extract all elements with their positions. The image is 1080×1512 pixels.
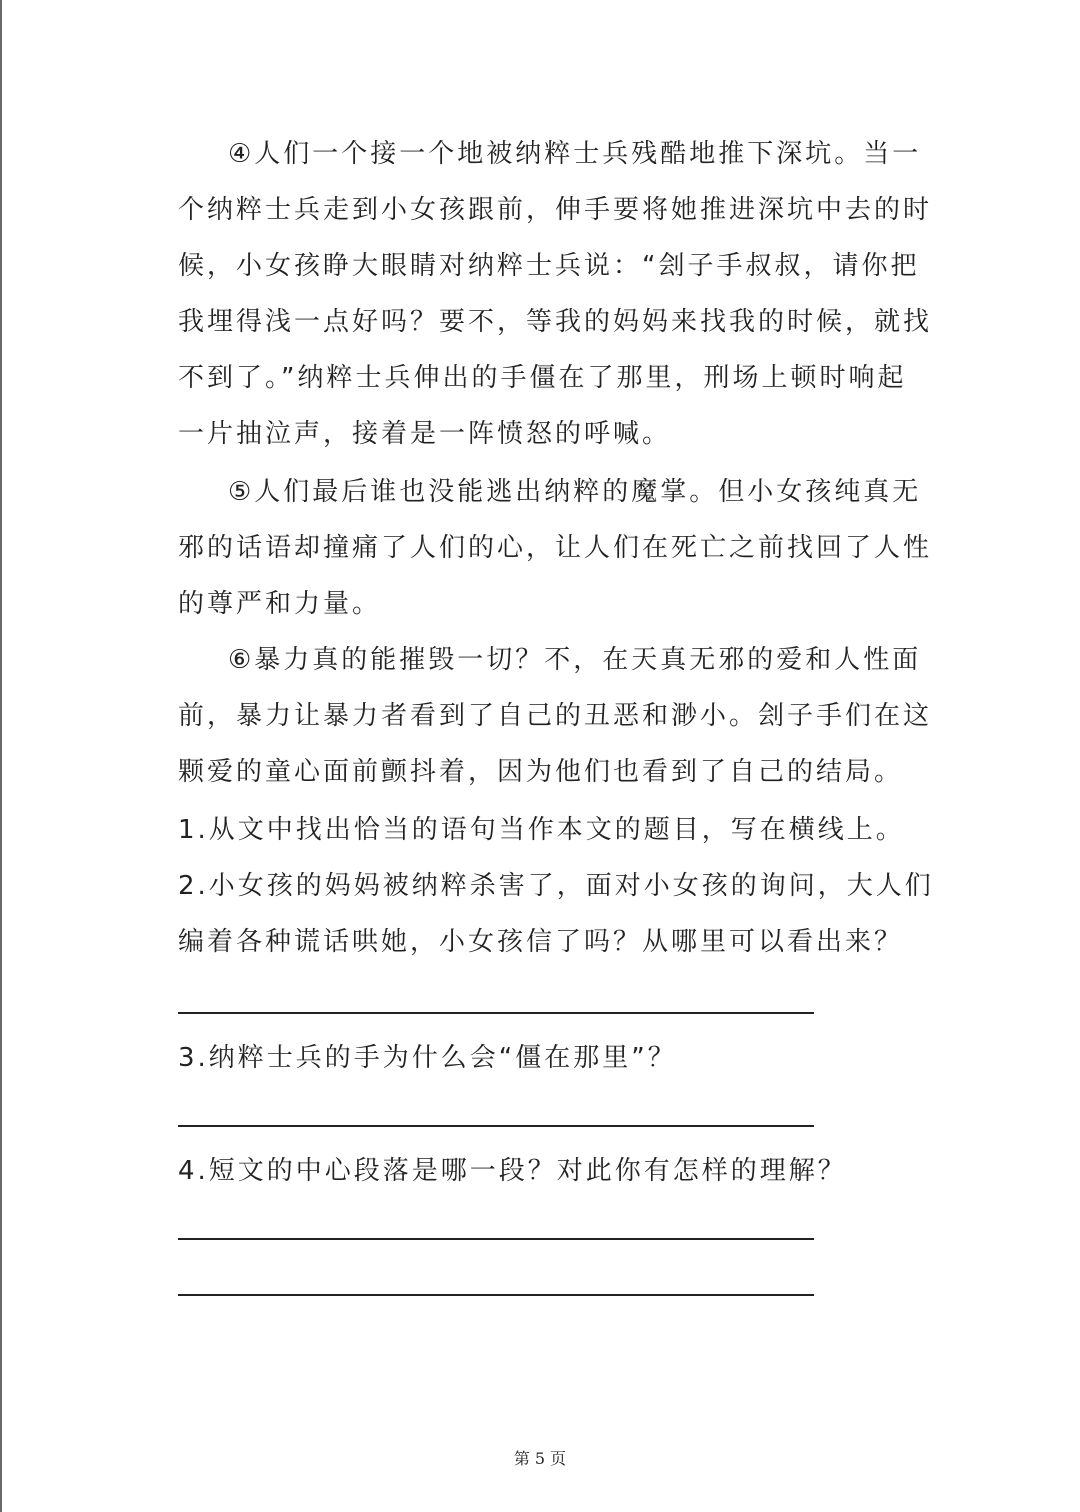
- answer-line-q4-2[interactable]: [178, 1294, 814, 1296]
- paragraph-4-line-2: 个纳粹士兵走到小女孩跟前，伸手要将她推进深坑中去的时: [178, 195, 933, 225]
- question-2-line-1: 2.小女孩的妈妈被纳粹杀害了，面对小女孩的询问，大人们: [178, 871, 934, 901]
- paragraph-5-line-1: ⑤人们最后谁也没能逃出纳粹的魔掌。但小女孩纯真无: [228, 477, 922, 507]
- paragraph-4-line-5: 不到了。”纳粹士兵伸出的手僵在了那里，刑场上顿时响起: [178, 363, 907, 393]
- paragraph-6-line-1: ⑥暴力真的能摧毁一切？不，在天真无邪的爱和人性面: [228, 645, 922, 675]
- paragraph-4-line-4: 我埋得浅一点好吗？要不，等我的妈妈来找我的时候，就找: [178, 307, 933, 337]
- paragraph-4-line-6: 一片抽泣声，接着是一阵愤怒的呼喊。: [178, 419, 672, 449]
- answer-line-q3[interactable]: [178, 1125, 814, 1127]
- page-edge-border: [0, 0, 2, 1512]
- paragraph-5-line-2: 邪的话语却撞痛了人们的心，让人们在死亡之前找回了人性: [178, 533, 933, 563]
- paragraph-6-line-2: 前，暴力让暴力者看到了自己的丑恶和渺小。刽子手们在这: [178, 701, 933, 731]
- paragraph-5-line-3: 的尊严和力量。: [178, 589, 382, 619]
- page-number: 第 5 页: [513, 1449, 567, 1468]
- question-2-line-2: 编着各种谎话哄她，小女孩信了吗？从哪里可以看出来？: [178, 927, 904, 957]
- question-1: 1.从文中找出恰当的语句当作本文的题目，写在横线上。: [178, 815, 905, 845]
- answer-line-q4-1[interactable]: [178, 1238, 814, 1240]
- paragraph-4-line-1: ④人们一个接一个地被纳粹士兵残酷地推下深坑。当一: [228, 139, 922, 169]
- paragraph-4-line-3: 候，小女孩睁大眼睛对纳粹士兵说：“刽子手叔叔，请你把: [178, 251, 920, 281]
- question-4: 4.短文的中心段落是哪一段？对此你有怎样的理解？: [178, 1156, 847, 1186]
- answer-line-q2[interactable]: [178, 1012, 814, 1014]
- question-3: 3.纳粹士兵的手为什么会“僵在那里”？: [178, 1043, 677, 1073]
- paragraph-6-line-3: 颗爱的童心面前颤抖着，因为他们也看到了自己的结局。: [178, 757, 904, 787]
